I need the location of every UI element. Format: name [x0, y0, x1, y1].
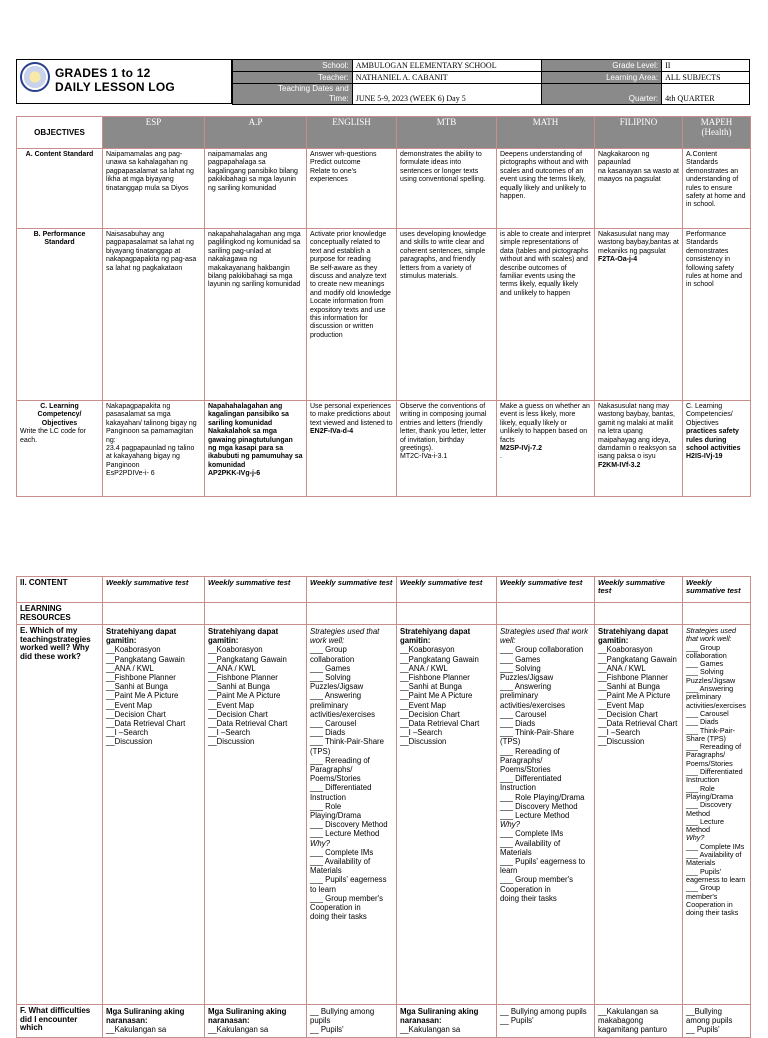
cell-mapeh-performance: Performance Standards demonstrates consistency in following safety rules at home and in school: [683, 229, 751, 401]
area-label: Learning Area:: [542, 72, 662, 84]
subject-ap: A.P: [205, 117, 307, 149]
difficulties-math: [497, 1005, 595, 1038]
cell-filipino-performance: [595, 229, 683, 401]
summative-filipino: Weekly summative test: [595, 577, 683, 603]
cell-english-performance: Activate prior knowledge conceptually related to text and establish a purpose for reading Be self-aware as they discuss and analyze text to create new meanings and modify old knowledge Locate information from expository texts and use this information for discussion or written production: [307, 229, 397, 401]
deped-seal-logo: [20, 62, 50, 92]
objectives-table: [16, 116, 751, 497]
subject-filipino: FILIPINO: [595, 117, 683, 149]
cell-mtb-competency: [397, 401, 497, 497]
school-label: School:: [233, 60, 353, 72]
strategies-mapeh-head: Strategies used that work well:: [686, 626, 736, 644]
dates-label-line1: Teaching Dates and: [278, 84, 349, 93]
strategies-ap-head: Stratehiyang dapat gamitin:: [208, 627, 279, 646]
table-row-content-standard: [17, 149, 751, 229]
strategies-filipino-head: Stratehiyang dapat gamitin:: [598, 627, 669, 646]
row-label-content-standard: A. Content Standard: [17, 149, 103, 229]
mapeh-competency-text: C. Learning Competencies/ Objectives: [686, 403, 733, 427]
cell-esp-content: Naipamamalas ang pag-unawa sa kahalagahan ng pagpapasalamat sa lahat ng likha at mga biyayang tinatanggap mula sa Diyos: [103, 149, 205, 229]
strategies-english-list2: ___ Complete IMs ___ Availability of Materials ___ Pupils' eagerness to learn ___ Group member's Cooperation in doing their tasks: [310, 847, 387, 922]
strategies-math-why: Why?: [500, 820, 520, 830]
strategies-english-head: Strategies used that work well:: [310, 627, 380, 646]
subject-math: MATH: [497, 117, 595, 149]
competency-label: C. Learning Competency/ Objectives: [37, 403, 82, 427]
difficulties-esp: [103, 1005, 205, 1038]
mtb-competency-code: MT2C-IVa-i-3.1: [400, 453, 448, 461]
cell-math-competency: [497, 401, 595, 497]
cell-math-content: Deepens understanding of pictographs without and with scales and outcomes of an event using the terms likely, equally likely and unlikely to happen.: [497, 149, 595, 229]
cell-math-performance: is able to create and interpret simple representations of data (tables and pictographs without and with scales) and describe outcomes of familiar events using the terms likely, equally likely and unlikely to happen: [497, 229, 595, 401]
row-label-difficulties: F. What difficulties did I encounter which: [17, 1005, 103, 1038]
cell-mtb-content: demonstrates the ability to formulate ideas into sentences or longer texts using conventional spelling.: [397, 149, 497, 229]
strategies-ap: [205, 625, 307, 1005]
objectives-heading: OBJECTIVES: [17, 117, 103, 149]
row-label-content: II. CONTENT: [17, 577, 103, 603]
strategies-mtb: [397, 625, 497, 1005]
cell-english-content: Answer wh-questions Predict outcome Relate to one's experiences: [307, 149, 397, 229]
difficulties-ap: [205, 1005, 307, 1038]
difficulties-english-item1: __ Bullying among pupils: [310, 1007, 375, 1026]
filipino-competency-text: Nakasusulat nang may wastong baybay, bantas, gamit ng malaki at maliit na letra upang maipahayag ang ideya, damdamin o reaksyon sa isang paksa o isyu: [598, 403, 677, 461]
cell-filipino-content: Nagkakaroon ng papaunlad na kasanayan sa wasto at maayos na pagsulat: [595, 149, 683, 229]
header-info-table: [232, 59, 750, 105]
area-value: ALL SUBJECTS: [662, 72, 750, 84]
difficulties-mtb: [397, 1005, 497, 1038]
difficulties-mapeh: [683, 1005, 751, 1038]
english-competency-text: Use personal experiences to make predictions about text viewed and listened to: [310, 403, 393, 427]
ap-competency-code: AP2PKK-IVg-j-6: [208, 470, 261, 478]
strategies-math-list: ___ Group collaboration ___ Games ___ Solving Puzzles/Jigsaw ___ Answering preliminary activities/exercises ___ Carousel ___ Diads ___ Think-Pair-Share (TPS) ___ Rereading of Paragraphs/ Poems/Stories ___ Differentiated Instruction ___ Role Playing/Drama ___ Discovery Method ___ Lecture Method: [500, 645, 585, 821]
filipino-competency-code: F2KM-IVf-3.2: [598, 461, 641, 469]
table-row-content: [17, 577, 751, 603]
difficulties-esp-head: Mga Suliraning aking naranasan:: [106, 1007, 185, 1026]
table-row-difficulties: [17, 1005, 751, 1038]
school-value: AMBULOGAN ELEMENTARY SCHOOL: [352, 60, 542, 72]
strategies-esp-head: Stratehiyang dapat gamitin:: [106, 627, 177, 646]
cell-english-competency: [307, 401, 397, 497]
math-competency-code: M2SP-IVj-7.2: [500, 445, 543, 453]
difficulties-esp-item: __Kakulangan sa: [106, 1025, 167, 1035]
strategies-mapeh-list2: ___ Complete IMs ___ Availability of Materials ___ Pupils' eagerness to learn ___ Group member's Cooperation in doing their tasks: [686, 841, 746, 918]
english-competency-code: EN2F-IVa-d-4: [310, 428, 354, 436]
cell-filipino-competency: [595, 401, 683, 497]
summative-ap: Weekly summative test: [205, 577, 307, 603]
row-label-strategies: E. Which of my teachingstrategies worked well? Why did these work?: [17, 625, 103, 1005]
filipino-performance-code: F2TA-Oa-j-4: [598, 256, 638, 264]
strategies-mapeh-why: Why?: [686, 833, 705, 843]
resources-mapeh: [683, 603, 751, 625]
esp-competency-text: Nakapagpapakita ng pasasalamat sa mga kakayahan/ talinong bigay ng Panginoon sa pamamagitan ng: 23.4 pagpapaunlad ng talino at kakayahang bigay ng Panginoon: [106, 403, 197, 469]
difficulties-filipino-item2: kagamitang panturo: [598, 1025, 667, 1035]
teacher-label: Teacher:: [233, 72, 353, 84]
difficulties-mapeh-item2: __ Pupils': [686, 1025, 720, 1035]
difficulties-mtb-head: Mga Suliraning aking naranasan:: [400, 1007, 479, 1026]
resources-ap: [205, 603, 307, 625]
difficulties-ap-item: __Kakulangan sa: [208, 1025, 269, 1035]
dates-label-line2: Time:: [329, 94, 349, 103]
difficulties-ap-head: Mga Suliraning aking naranasan:: [208, 1007, 287, 1026]
strategies-filipino-list: __Koaborasyon __Pangkatang Gawain __ANA / KWL __Fishbone Planner __Sanhi at Bunga __Paint Me A Picture __Event Map __Decision Chart __Data Retrieval Chart __I –Search __Discussion: [598, 645, 678, 747]
cell-ap-competency: [205, 401, 307, 497]
difficulties-english-item2: __ Pupils': [310, 1025, 344, 1035]
difficulties-english: [307, 1005, 397, 1038]
strategies-english-list: ___ Group collaboration ___ Games ___ Solving Puzzles/Jigsaw ___ Answering preliminary activities/exercises ___ Carousel ___ Diads ___ Think-Pair-Share (TPS) ___ Rereading of Paragraphs/ Poems/Stories ___ Differentiated Instruction ___ Role Playing/Drama ___ Discovery Method ___ Lecture Method: [310, 645, 388, 839]
ap-competency-text: Napahahalagahan ang kagalingan pansibiko sa sariling komunidad Nakakalahok sa mga gawaing pinagtutulungan ng mga kasapi para sa ikabubuti ng pamumuhay sa komunidad: [208, 403, 303, 469]
subject-english: ENGLISH: [307, 117, 397, 149]
subject-mapeh: MAPEH (Health): [683, 117, 751, 149]
math-competency-text: Make a guess on whether an event is less likely, more likely, equally likely or unlikely to happen based on facts: [500, 403, 590, 444]
strategies-filipino: [595, 625, 683, 1005]
resources-english: [307, 603, 397, 625]
strategies-ap-list: __Koaborasyon __Pangkatang Gawain __ANA / KWL __Fishbone Planner __Sanhi at Bunga __Paint Me A Picture __Event Map __Decision Chart __Data Retrieval Chart __I –Search __Discussion: [208, 645, 288, 747]
competency-sublabel: Write the LC code for each.: [20, 428, 87, 444]
row-label-performance-standard: B. Performance Standard: [17, 229, 103, 401]
table-row-competency: [17, 401, 751, 497]
cell-ap-performance: nakapahahalagahan ang mga paglilingkod ng komunidad sa sariling pag-unlad at nakakagawa ng makakayanang hakbangin bilang pakikibahagi sa mga layunin ng sariling komunidad: [205, 229, 307, 401]
grade-value: II: [662, 60, 750, 72]
resources-math: [497, 603, 595, 625]
table-row-resources: [17, 603, 751, 625]
mapeh-competency-code: H2IS-IVj-19: [686, 453, 723, 461]
difficulties-mtb-item: __Kakulangan sa: [400, 1025, 461, 1035]
difficulties-math-item2: __ Pupils': [500, 1016, 534, 1026]
subject-mtb: MTB: [397, 117, 497, 149]
dates-label: [233, 84, 353, 105]
difficulties-mapeh-item1: __Bullying among pupils: [686, 1007, 733, 1026]
cell-mapeh-content: A.Content Standards demonstrates an understanding of rules to ensure safety at home and in school.: [683, 149, 751, 229]
grade-label: Grade Level:: [542, 60, 662, 72]
summative-english: Weekly summative test: [307, 577, 397, 603]
table-row-strategies: [17, 625, 751, 1005]
summative-mtb: Weekly summative test: [397, 577, 497, 603]
mapeh-competency-bold: practices safety rules during school activities: [686, 428, 741, 453]
row-label-resources: LEARNING RESOURCES: [17, 603, 103, 625]
doc-title-line1: GRADES 1 to 12: [55, 66, 151, 80]
strategies-math: [497, 625, 595, 1005]
summative-mapeh: Weekly summative test: [683, 577, 751, 603]
strategies-english-why: Why?: [310, 838, 330, 848]
strategies-mtb-head: Stratehiyang dapat gamitin:: [400, 627, 471, 646]
subject-esp: ESP: [103, 117, 205, 149]
cell-mapeh-competency: [683, 401, 751, 497]
math-competency-dot: .: [500, 453, 502, 461]
strategies-mapeh-list: ___ Group collaboration ___ Games ___ Solving Puzzles/Jigsaw ___ Answering preliminary activities/exercises ___ Carousel ___ Diads ___ Think-Pair-Share (TPS) ___ Rereading of Paragraphs/ Poems/Stories ___ Differentiated Instruction ___ Role Playing/Drama ___ Discovery Method ___ Lecture Method: [686, 642, 746, 835]
strategies-esp: [103, 625, 205, 1005]
quarter-label: Quarter:: [542, 84, 662, 105]
summative-esp: Weekly summative test: [103, 577, 205, 603]
row-label-competency: [17, 401, 103, 497]
cell-esp-performance: Naisasabuhay ang pagpapasalamat sa lahat ng biyayang tinatanggap at nakapagpapakita ng pag-asa sa lahat ng pagkakataon: [103, 229, 205, 401]
dates-value: JUNE 5-9, 2023 (WEEK 6) Day 5: [352, 84, 542, 105]
resources-filipino: [595, 603, 683, 625]
strategies-mtb-list: __Koaborasyon __Pangkatang Gawain __ANA / KWL __Fishbone Planner __Sanhi at Bunga __Paint Me A Picture __Event Map __Decision Chart __Data Retrieval Chart __I –Search __Discussion: [400, 645, 480, 747]
filipino-performance-text: Nakasusulat nang may wastong baybay,bantas at mekaniks ng pagsulat: [598, 231, 679, 255]
difficulties-filipino-item1: __Kakulangan sa makabagong: [598, 1007, 659, 1026]
cell-esp-competency: [103, 401, 205, 497]
reflection-table: [16, 576, 751, 1038]
resources-esp: [103, 603, 205, 625]
strategies-math-list2: ___ Complete IMs ___ Availability of Materials ___ Pupils' eagerness to learn ___ Group member's Cooperation in doing their tasks: [500, 829, 586, 903]
strategies-math-head: Strategies used that work well:: [500, 627, 588, 646]
strategies-esp-list: __Koaborasyon __Pangkatang Gawain __ANA / KWL __Fishbone Planner __Sanhi at Bunga __Paint Me A Picture __Event Map __Decision Chart __Data Retrieval Chart __I –Search __Discussion: [106, 645, 186, 747]
mtb-competency-text: Observe the conventions of writing in composing journal entries and letters (friendly letter, thank you letter, letter of invitation, birthday greetings).: [400, 403, 487, 453]
difficulties-math-item1: __ Bullying among pupils: [500, 1007, 587, 1016]
resources-mtb: [397, 603, 497, 625]
cell-ap-content: naipamamalas ang pagpapahalaga sa kagalingang pansibiko bilang pakikibahagi sa mga layunin ng sariling komunidad: [205, 149, 307, 229]
teacher-value: NATHANIEL A. CABANIT: [352, 72, 542, 84]
strategies-mapeh: [683, 625, 751, 1005]
summative-math: Weekly summative test: [497, 577, 595, 603]
difficulties-filipino: [595, 1005, 683, 1038]
strategies-english: [307, 625, 397, 1005]
quarter-value: 4th QUARTER: [662, 84, 750, 105]
esp-competency-code: EsP2PDIVe-i- 6: [106, 470, 155, 478]
table-row-performance-standard: [17, 229, 751, 401]
cell-mtb-performance: uses developing knowledge and skills to write clear and coherent sentences, simple paragraphs, and friendly letters from a variety of stimulus materials.: [397, 229, 497, 401]
doc-title-line2: DAILY LESSON LOG: [55, 80, 175, 94]
